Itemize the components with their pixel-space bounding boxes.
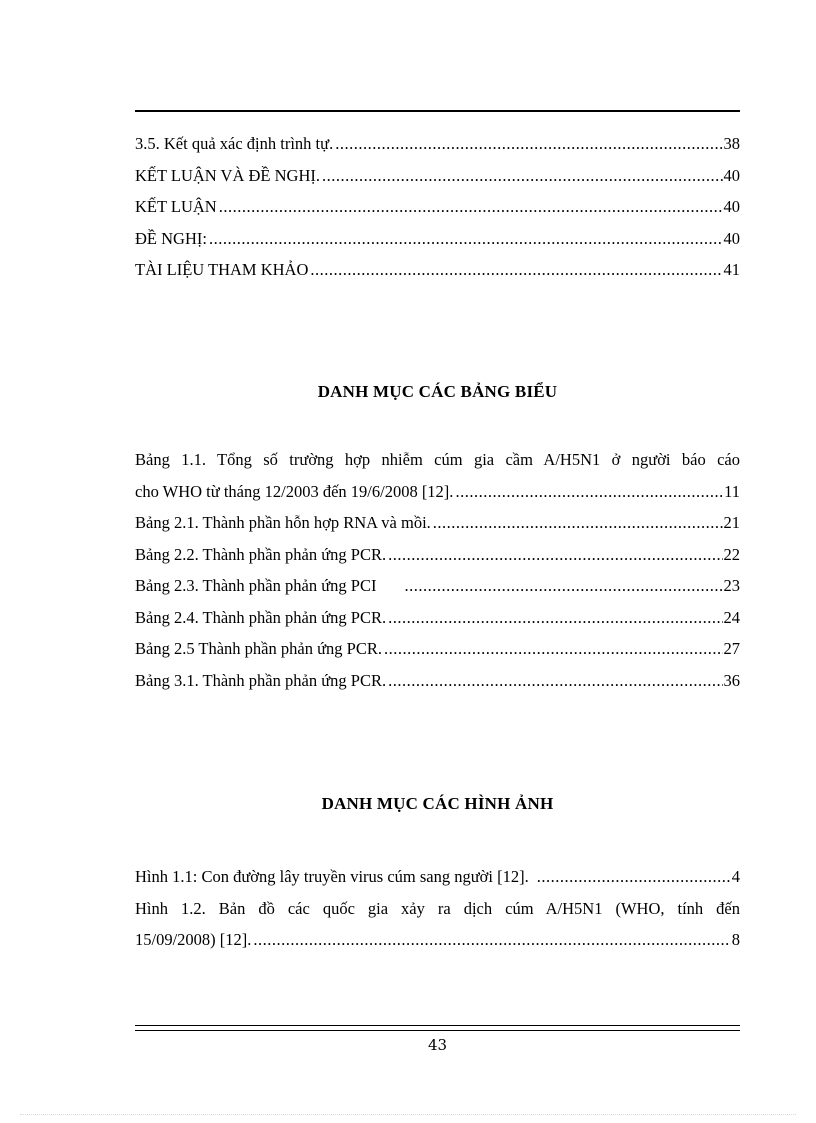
table-entry[interactable] [135, 665, 740, 697]
toc-entry-label: TÀI LIỆU THAM KHẢO [135, 260, 309, 279]
toc-entry-label: 3.5. Kết quả xác định trình tự. [135, 134, 334, 153]
leader-dots [384, 633, 723, 665]
toc-entry-page: 40 [723, 228, 740, 248]
table-entry-label: Bảng 2.2. Thành phần phản ứng PCR. [135, 544, 387, 564]
toc-entry-label: KẾT LUẬN VÀ ĐỀ NGHỊ. [135, 165, 320, 185]
leader-dots [388, 539, 722, 571]
tables-list-heading: DANH MỤC CÁC BẢNG BIỂU [317, 382, 558, 401]
table-entry-line-2[interactable] [135, 476, 740, 508]
leader-dots [219, 191, 723, 223]
page-edge-divider [20, 1114, 796, 1115]
leader-dots [310, 254, 722, 286]
toc-entry-page: 41 [723, 260, 740, 279]
table-entry-label: Bảng 2.3. Thành phần phản ứng PCI [135, 576, 377, 595]
table-entry-page: 21 [723, 513, 740, 532]
footer-rule [135, 1025, 740, 1031]
toc-entry-page: 40 [723, 165, 740, 185]
toc-entry[interactable] [135, 254, 740, 286]
table-entry-label: Bảng 1.1. Tổng số trường hợp nhiễm cúm gia cầm A/H5N1 ở người báo cáo [135, 450, 740, 469]
toc-entry[interactable] [135, 128, 740, 160]
leader-dots [335, 128, 722, 160]
figures-list [135, 861, 740, 956]
leader-dots [388, 602, 722, 634]
table-entry-line-1[interactable] [135, 444, 740, 476]
toc-entry[interactable] [135, 191, 740, 223]
table-entry-page: 23 [723, 576, 740, 595]
table-entry[interactable] [135, 602, 740, 634]
toc-entry-page: 40 [723, 197, 740, 216]
table-entry-label: Bảng 3.1. Thành phần phản ứng PCR. [135, 670, 387, 690]
table-entry-label: Bảng 2.5 Thành phần phản ứng PCR. [135, 639, 382, 658]
toc-entry-label: KẾT LUẬN [135, 197, 217, 216]
figure-entry-label-cont: 15/09/2008) [12]. [135, 930, 252, 949]
leader-dots [253, 924, 730, 956]
figure-entry[interactable] [135, 861, 740, 893]
leader-dots [404, 570, 722, 602]
table-entry-page: 36 [723, 670, 740, 690]
table-entry-page: 27 [723, 639, 740, 658]
figure-entry-line-2[interactable] [135, 924, 740, 956]
table-entry-label: Bảng 2.4. Thành phần phản ứng PCR. [135, 607, 387, 627]
table-entry-page: 24 [723, 607, 740, 627]
figure-entry-page: 8 [731, 930, 740, 949]
table-entry[interactable] [135, 507, 740, 539]
toc-list [135, 128, 740, 286]
tables-list [135, 444, 740, 696]
leader-dots [209, 223, 723, 255]
table-entry[interactable] [135, 633, 740, 665]
header-rule [135, 110, 740, 112]
table-entry[interactable] [135, 539, 740, 571]
figure-entry-line-1[interactable] [135, 893, 740, 925]
leader-dots [388, 665, 722, 697]
figure-entry-label: Hình 1.2. Bản đồ các quốc gia xảy ra dịch cúm A/H5N1 (WHO, tính đến [135, 898, 740, 918]
table-entry[interactable] [135, 570, 740, 602]
leader-dots [433, 507, 723, 539]
leader-dots [455, 476, 723, 508]
toc-entry-label: ĐỀ NGHỊ: [135, 228, 207, 248]
figures-list-heading: DANH MỤC CÁC HÌNH ẢNH [321, 794, 554, 813]
table-entry-label: Bảng 2.1. Thành phần hỗn hợp RNA và mồi. [135, 513, 431, 532]
leader-dots [322, 160, 723, 192]
leader-dots [537, 861, 731, 893]
table-entry-page: 11 [724, 481, 740, 501]
figure-entry-page: 4 [731, 867, 740, 886]
table-entry-label-cont: cho WHO từ tháng 12/2003 đến 19/6/2008 [12]. [135, 481, 454, 501]
toc-entry[interactable] [135, 223, 740, 255]
page-number: 43 [427, 1036, 448, 1054]
toc-entry[interactable] [135, 160, 740, 192]
figure-entry-label: Hình 1.1: Con đường lây truyền virus cúm sang người [12]. [135, 867, 529, 886]
toc-entry-page: 38 [723, 134, 740, 153]
table-entry-page: 22 [723, 544, 740, 564]
